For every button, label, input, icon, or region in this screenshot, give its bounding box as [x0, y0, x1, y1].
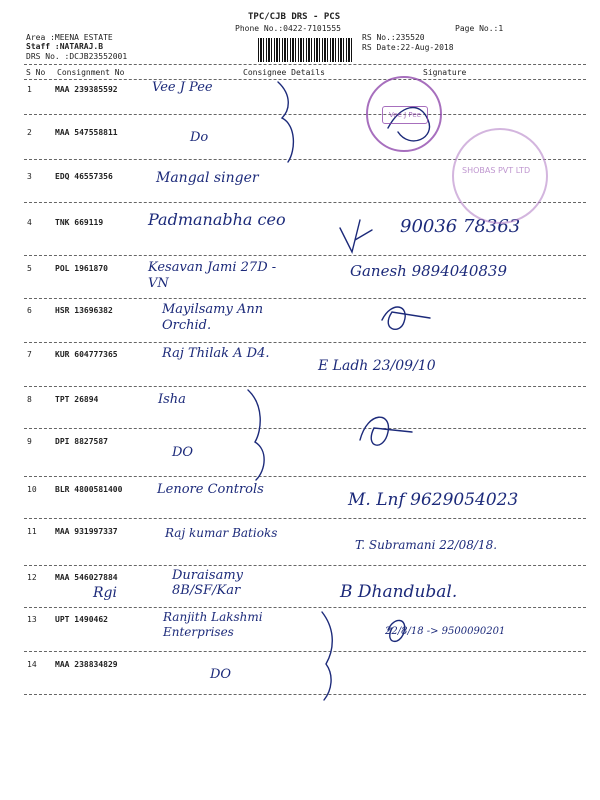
row-sno: 8 [27, 395, 32, 404]
row-sno: 4 [27, 218, 32, 227]
ditto-bracket-2 [248, 390, 264, 480]
rs-date: RS Date:22-Aug-2018 [362, 43, 454, 52]
row-consignment: EDQ 46557356 [55, 172, 113, 181]
rs-number: RS No.:235520 [362, 33, 425, 42]
signature-scribble-4 [340, 220, 372, 252]
row-signature: 22/8/18 -> 9500090201 [385, 626, 506, 637]
row-consignee: Padmanabha ceo [148, 210, 286, 229]
row-sno: 14 [27, 660, 37, 669]
row-consignee: Lenore Controls [157, 482, 264, 497]
row-consignment: UPT 1490462 [55, 615, 108, 624]
row-consignee: Duraisamy 8B/SF/Kar [172, 568, 244, 598]
row-consignee: Isha [158, 392, 186, 407]
row-consignment: TPT 26894 [55, 395, 99, 404]
col-header-signature: Signature [423, 68, 467, 77]
initials-scribble: Rgi [93, 585, 117, 601]
col-header-consignment: Consignment No [57, 68, 125, 77]
phone-number: Phone No.:0422-7101555 [235, 24, 341, 33]
col-header-consignee: Consignee Details [243, 68, 325, 77]
row-consignment: MAA 238834829 [55, 660, 118, 669]
row-consignee: DO [172, 445, 194, 460]
row-consignment: MAA 239385592 [55, 85, 118, 94]
row-sno: 2 [27, 128, 32, 137]
row-consignment: KUR 604777365 [55, 350, 118, 359]
row-sno: 1 [27, 85, 32, 94]
row-consignment: HSR 13696382 [55, 306, 113, 315]
row-signature: Ganesh 9894040839 [350, 262, 508, 280]
staff-label: Staff :NATARAJ.B [26, 42, 104, 51]
col-header-sno: S No [26, 68, 46, 77]
row-signature: 90036 78363 [400, 216, 521, 237]
row-sno: 9 [27, 437, 32, 446]
stamp-2-label: SHOBAS PVT LTD [462, 166, 531, 175]
signature-scribble-6 [382, 307, 430, 329]
row-sno: 10 [27, 485, 37, 494]
row-signature: M. Lnf 9629054023 [348, 490, 519, 510]
row-consignment: DPI 8827587 [55, 437, 108, 446]
page-number: Page No.:1 [455, 24, 504, 33]
document-title: TPC/CJB DRS - PCS [248, 12, 341, 22]
ditto-bracket-3 [322, 612, 332, 700]
row-consignee: DO [210, 667, 232, 682]
row-consignee: Kesavan Jami 27D - VN [148, 260, 277, 291]
row-consignee: Ranjith Lakshmi Enterprises [163, 610, 263, 639]
row-sno: 5 [27, 264, 32, 273]
row-sno: 3 [27, 172, 32, 181]
signature-scribble-8 [360, 417, 412, 445]
row-consignee: Do [190, 130, 209, 145]
row-sno: 13 [27, 615, 37, 624]
row-consignee: Mayilsamy Ann Orchid. [162, 302, 264, 333]
stamp-1-label: Vee J Pee [382, 106, 428, 124]
row-consignment: MAA 546027884 [55, 573, 118, 582]
row-consignment: MAA 547558811 [55, 128, 118, 137]
company-stamp-2 [452, 128, 548, 224]
row-consignment: MAA 931997337 [55, 527, 118, 536]
row-consignee: Raj kumar Batioks [165, 526, 278, 540]
drs-number: DRS No. :DCJB23552001 [26, 52, 128, 61]
row-consignment: POL 1961870 [55, 264, 108, 273]
row-sno: 11 [27, 527, 37, 536]
row-signature: B Dhandubal. [340, 582, 458, 602]
row-consignee: Mangal singer [156, 170, 259, 186]
row-sno: 6 [27, 306, 32, 315]
row-sno: 7 [27, 350, 32, 359]
area-label: Area :MEENA ESTATE [26, 33, 113, 42]
company-stamp-1 [366, 76, 442, 152]
row-signature: E Ladh 23/09/10 [318, 358, 436, 374]
row-consignee: Vee J Pee [152, 80, 213, 95]
ditto-bracket-1 [278, 82, 293, 162]
row-consignee: Raj Thilak A D4. [162, 346, 270, 361]
row-consignment: TNK 669119 [55, 218, 104, 227]
signature-scribble-13 [388, 620, 405, 641]
row-consignment: BLR 4800581400 [55, 485, 123, 494]
row-signature: T. Subramani 22/08/18. [355, 538, 498, 552]
row-sno: 12 [27, 573, 37, 582]
